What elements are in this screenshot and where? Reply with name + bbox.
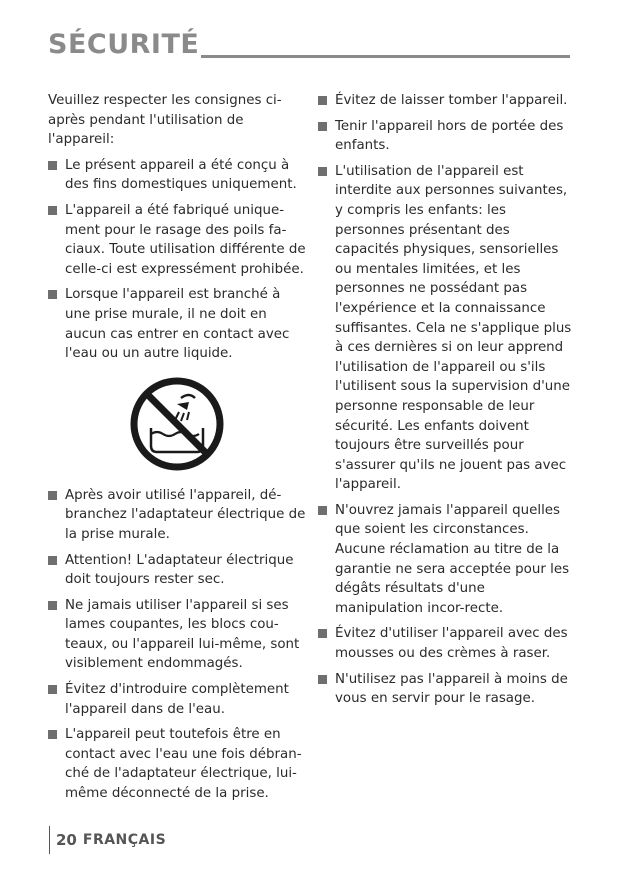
list-item	[318, 501, 576, 619]
list-item	[48, 551, 306, 590]
bullet-list-right	[318, 91, 576, 709]
list-item-text: Après avoir utilisé l'appareil, dé-branchez l'adaptateur électrique de la prise murale.	[65, 487, 306, 542]
list-item-text: N'ouvrez jamais l'appareil quelles que soient les circonstances. Aucune réclamation au titre de la garantie ne sera acceptée pour les dégâts résultats d'une manipulation incor-recte.	[335, 502, 570, 616]
square-bullet-icon	[48, 290, 57, 299]
list-item	[318, 624, 576, 663]
list-item	[318, 117, 576, 156]
list-item-text: Tenir l'appareil hors de portée des enfants.	[335, 118, 564, 154]
list-item-text: Attention! L'adaptateur électrique doit toujours rester sec.	[65, 552, 294, 588]
list-item-text: Évitez d'utiliser l'appareil avec des mousses ou des crèmes à raser.	[335, 626, 568, 662]
square-bullet-icon	[48, 161, 57, 170]
list-item-text: Le présent appareil a été conçu à des fins domestiques uniquement.	[65, 157, 297, 193]
square-bullet-icon	[48, 730, 57, 739]
list-item	[48, 680, 306, 719]
list-item-text: L'appareil peut toutefois être en contact avec l'eau une fois débran-ché de l'adaptateur électrique, lui-même déconnecté de la prise.	[65, 727, 302, 802]
list-item	[48, 156, 306, 195]
page-footer	[49, 826, 166, 854]
page-header	[48, 30, 570, 60]
list-item-text: N'utilisez pas l'appareil à moins de vous en servir pour le rasage.	[335, 671, 568, 707]
square-bullet-icon	[48, 601, 57, 610]
bullet-list-a	[48, 156, 306, 364]
list-item	[48, 285, 306, 363]
intro-text: Veuillez respecter les consignes ci-après pendant l'utilisation de l'appareil:	[48, 93, 282, 148]
list-item-text: L'utilisation de l'appareil est interdite aux personnes suivantes, y compris les enfants: les personnes présentant des capacités physiques, sensorielles ou mentales limitées, et les personnes ne possédant pas l'expérience et la connaissance suffisantes. Cela ne s'applique plus à ces dernières si on leur apprend l'utilisation de l'appareil ou s'ils l'utilisent sous la supervision d'une personne responsable de leur sécurité. Les enfants doivent toujours être surveillés pour s'assurer qu'ils ne jouent pas avec l'appareil.	[335, 163, 572, 493]
page-number: 20	[56, 831, 77, 849]
right-column	[318, 91, 576, 715]
list-item	[48, 596, 306, 674]
list-item-text: L'appareil a été fabriqué unique-ment pour le rasage des poils fa-ciaux. Toute utilisation différente de celle-ci est expressément prohibée.	[65, 202, 306, 277]
square-bullet-icon	[318, 96, 327, 105]
square-bullet-icon	[48, 685, 57, 694]
bullet-list-b	[48, 486, 306, 804]
no-water-shower-bath-icon	[129, 376, 225, 472]
warning-pictogram	[48, 376, 306, 472]
page-title: SÉCURITÉ	[48, 29, 200, 60]
list-item	[48, 201, 306, 279]
list-item-text: Ne jamais utiliser l'appareil si ses lames coupantes, les blocs cou-teaux, ou l'appareil lui-même, sont visiblement endommagés.	[65, 597, 300, 672]
list-item	[48, 725, 306, 803]
list-item	[48, 486, 306, 545]
list-item-text: Évitez de laisser tomber l'appareil.	[335, 93, 568, 108]
square-bullet-icon	[318, 167, 327, 176]
square-bullet-icon	[318, 122, 327, 131]
left-column	[48, 91, 306, 810]
page-language: FRANÇAIS	[82, 832, 167, 848]
list-item	[318, 162, 576, 495]
square-bullet-icon	[318, 629, 327, 638]
square-bullet-icon	[48, 556, 57, 565]
list-item-text: Lorsque l'appareil est branché à une prise murale, il ne doit en aucun cas entrer en contact avec l'eau ou un autre liquide.	[65, 287, 290, 362]
square-bullet-icon	[48, 206, 57, 215]
square-bullet-icon	[318, 506, 327, 515]
square-bullet-icon	[48, 491, 57, 500]
list-item-text: Évitez d'introduire complètement l'appareil dans de l'eau.	[65, 682, 289, 717]
list-item	[318, 91, 576, 111]
list-item	[318, 670, 576, 709]
title-rule	[201, 55, 570, 58]
square-bullet-icon	[318, 675, 327, 684]
